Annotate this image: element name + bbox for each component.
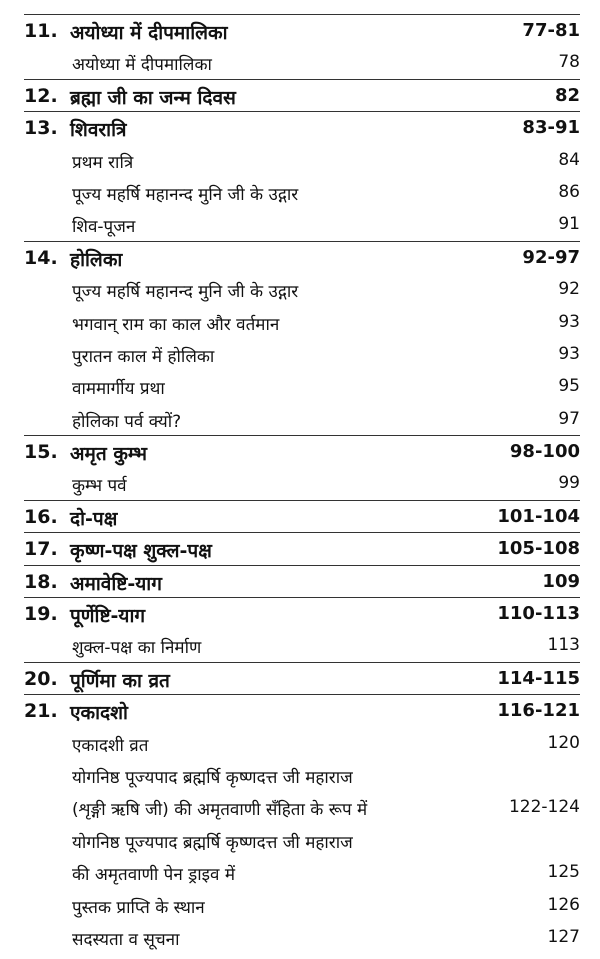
chapter-divider — [24, 662, 580, 663]
subentry-title: योगनिष्ठ पूज्यपाद ब्रह्मर्षि कृष्णदत्त जी महाराज — [72, 832, 353, 853]
toc-subentry-row — [0, 824, 600, 856]
page-number: 83-91 — [522, 117, 580, 139]
toc-subentry-row — [0, 727, 600, 759]
chapter-title: कृष्ण-पक्ष शुक्ल-पक्ष — [70, 540, 212, 563]
chapter-title: अमृत कुम्भ — [70, 443, 147, 466]
chapter-divider — [24, 565, 580, 566]
subentry-title: प्रथम रात्रि — [72, 152, 134, 173]
page-number: 127 — [547, 926, 580, 947]
toc-chapter-row — [0, 532, 600, 564]
page-number: 126 — [547, 894, 580, 915]
subentry-title: योगनिष्ठ पूज्यपाद ब्रह्मर्षि कृष्णदत्त जी महाराज — [72, 767, 353, 788]
page-number: 105-108 — [497, 538, 580, 560]
page-number: 86 — [558, 181, 580, 202]
page-number: 122-124 — [508, 797, 580, 818]
toc-chapter-row — [0, 597, 600, 629]
page-number: 78 — [558, 52, 580, 73]
subentry-title: एकादशी व्रत — [72, 735, 149, 756]
toc-subentry-row — [0, 759, 600, 791]
toc-subentry-row — [0, 403, 600, 435]
chapter-number: 18. — [24, 570, 58, 593]
page-number: 91 — [558, 214, 580, 235]
chapter-divider — [24, 14, 580, 15]
page-number: 82 — [554, 84, 580, 106]
page-number: 110-113 — [497, 603, 580, 625]
toc-chapter-row — [0, 500, 600, 532]
subentry-title: अयोध्या में दीपमालिका — [72, 55, 212, 76]
chapter-divider — [24, 435, 580, 436]
page-number: 92-97 — [522, 246, 580, 268]
chapter-number: 20. — [24, 667, 58, 690]
toc-subentry-row — [0, 338, 600, 370]
toc-subentry-row — [0, 856, 600, 888]
chapter-title: शिवरात्रि — [70, 119, 127, 142]
page-number: 93 — [558, 343, 580, 364]
subentry-title: पूज्य महर्षि महानन्द मुनि जी के उद्गार — [72, 282, 299, 303]
toc-chapter-row — [0, 14, 600, 46]
chapter-number: 17. — [24, 538, 58, 561]
chapter-divider — [24, 111, 580, 112]
toc-chapter-row — [0, 79, 600, 111]
page-number: 113 — [547, 635, 580, 656]
page-number: 77-81 — [522, 20, 580, 41]
page-number: 101-104 — [497, 505, 580, 527]
toc-subentry-row — [0, 921, 600, 953]
page-number: 97 — [558, 408, 580, 429]
toc-subentry-row — [0, 176, 600, 208]
chapter-title: अमावेष्टि-याग — [70, 572, 162, 595]
chapter-title: होलिका — [70, 248, 123, 271]
subentry-title: (शृङ्गी ऋषि जी) की अमृतवाणी सँहिता के रूप में — [72, 800, 368, 821]
chapter-title: पूर्णिमा का व्रत — [70, 669, 170, 692]
chapter-number: 13. — [24, 117, 58, 140]
toc-subentry-row — [0, 208, 600, 240]
page-number: 98-100 — [509, 441, 580, 463]
chapter-number: 12. — [24, 84, 58, 107]
toc-subentry-row — [0, 370, 600, 402]
toc-subentry-row — [0, 467, 600, 499]
chapter-number: 15. — [24, 441, 58, 464]
chapter-divider — [24, 500, 580, 501]
subentry-title: पुरातन काल में होलिका — [72, 346, 215, 367]
chapter-title: अयोध्या में दीपमालिका — [70, 22, 228, 44]
chapter-number: 16. — [24, 505, 58, 528]
page-number: 95 — [558, 376, 580, 397]
subentry-title: की अमृतवाणी पेन ड्राइव में — [72, 865, 236, 886]
chapter-title: पूर्णेष्टि-याग — [70, 605, 146, 628]
subentry-title: शुक्ल-पक्ष का निर्माण — [72, 638, 202, 659]
toc-subentry-row — [0, 144, 600, 176]
toc-chapter-row — [0, 241, 600, 273]
chapter-divider — [24, 532, 580, 533]
chapter-divider — [24, 79, 580, 80]
chapter-divider — [24, 694, 580, 695]
chapter-divider — [24, 597, 580, 598]
chapter-number: 21. — [24, 700, 58, 723]
page-number: 99 — [558, 473, 580, 494]
subentry-title: वाममार्गीय प्रथा — [72, 379, 165, 400]
subentry-title: कुम्भ पर्व — [72, 476, 127, 497]
subentry-title: पूज्य महर्षि महानन्द मुनि जी के उद्गार — [72, 184, 299, 205]
page-number: 114-115 — [497, 667, 580, 689]
toc-subentry-row — [0, 791, 600, 823]
page-number: 84 — [558, 149, 580, 170]
page-number: 120 — [547, 732, 580, 753]
subentry-title: भगवान् राम का काल और वर्तमान — [72, 314, 280, 335]
toc-chapter-row — [0, 694, 600, 726]
chapter-divider — [24, 241, 580, 242]
toc-subentry-row — [0, 306, 600, 338]
chapter-title: दो-पक्ष — [70, 507, 118, 530]
toc-subentry-row — [0, 629, 600, 661]
toc-chapter-row — [0, 565, 600, 597]
page-number: 125 — [547, 862, 580, 883]
subentry-title: पुस्तक प्राप्ति के स्थान — [72, 897, 205, 918]
toc-chapter-row — [0, 111, 600, 143]
toc-subentry-row — [0, 46, 600, 78]
subentry-title: शिव-पूजन — [72, 217, 136, 238]
page-number: 92 — [558, 279, 580, 300]
toc-chapter-row — [0, 435, 600, 467]
chapter-number: 14. — [24, 246, 58, 269]
toc-subentry-row — [0, 889, 600, 921]
table-of-contents — [0, 14, 600, 953]
toc-chapter-row — [0, 662, 600, 694]
toc-subentry-row — [0, 273, 600, 305]
chapter-title: एकादशो — [70, 702, 128, 725]
subentry-title: होलिका पर्व क्यों? — [72, 411, 182, 432]
chapter-number: 19. — [24, 603, 58, 626]
chapter-number: 11. — [24, 20, 58, 42]
page-number: 116-121 — [497, 700, 580, 722]
page-number: 109 — [542, 570, 580, 592]
chapter-title: ब्रह्मा जी का जन्म दिवस — [70, 86, 236, 109]
subentry-title: सदस्यता व सूचना — [72, 929, 180, 950]
page-number: 93 — [558, 311, 580, 332]
